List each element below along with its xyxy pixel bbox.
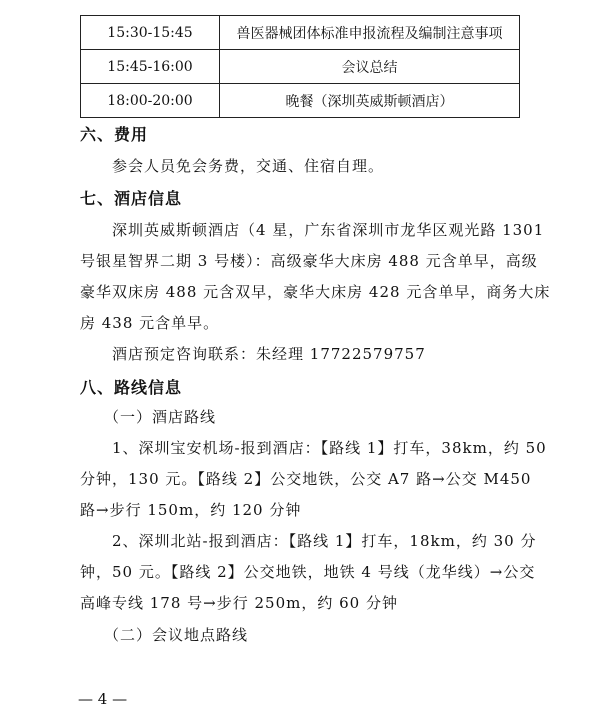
route-line: 钟，50 元。【路线 2】公交地铁，地铁 4 号线（龙华线）→公交	[80, 563, 536, 581]
hotel-line: 房 438 元含单早。	[80, 314, 220, 332]
hotel-contact: 酒店预定咨询联系：朱经理 17722579757	[112, 345, 426, 363]
table-row	[81, 84, 520, 118]
hotel-line: 豪华双床房 488 元含双早，豪华大床房 428 元含单早，商务大床	[80, 283, 551, 301]
route-line: 分钟，130 元。【路线 2】公交地铁，公交 A7 路→公交 M450	[80, 470, 532, 488]
page-number: — 4 —	[78, 690, 128, 708]
schedule-time: 15:30-15:45	[81, 16, 220, 50]
table-row	[81, 16, 520, 50]
route-subheading: （一）酒店路线	[104, 408, 217, 426]
section-heading-hotel: 七、酒店信息	[80, 189, 183, 208]
schedule-item: 兽医器械团体标准申报流程及编制注意事项	[220, 16, 520, 50]
route-line: 1、深圳宝安机场-报到酒店：【路线 1】打车，38km，约 50	[112, 439, 547, 457]
section-heading-route: 八、路线信息	[80, 378, 183, 397]
schedule-item: 晚餐（深圳英威斯顿酒店）	[220, 84, 520, 118]
schedule-time: 15:45-16:00	[81, 50, 220, 84]
table-row	[81, 50, 520, 84]
route-subheading: （二）会议地点路线	[104, 626, 249, 644]
hotel-line: 深圳英威斯顿酒店（4 星，广东省深圳市龙华区观光路 1301	[112, 221, 545, 239]
fee-text: 参会人员免会务费，交通、住宿自理。	[112, 157, 385, 175]
route-line: 路→步行 150m，约 120 分钟	[80, 501, 302, 519]
section-heading-fee: 六、费用	[80, 125, 149, 144]
schedule-time: 18:00-20:00	[81, 84, 220, 118]
schedule-table	[80, 15, 520, 118]
route-line: 2、深圳北站-报到酒店：【路线 1】打车，18km，约 30 分	[112, 532, 537, 550]
hotel-line: 号银星智界二期 3 号楼）：高级豪华大床房 488 元含单早，高级	[80, 252, 538, 270]
schedule-item: 会议总结	[220, 50, 520, 84]
route-line: 高峰专线 178 号→步行 250m，约 60 分钟	[80, 594, 398, 612]
